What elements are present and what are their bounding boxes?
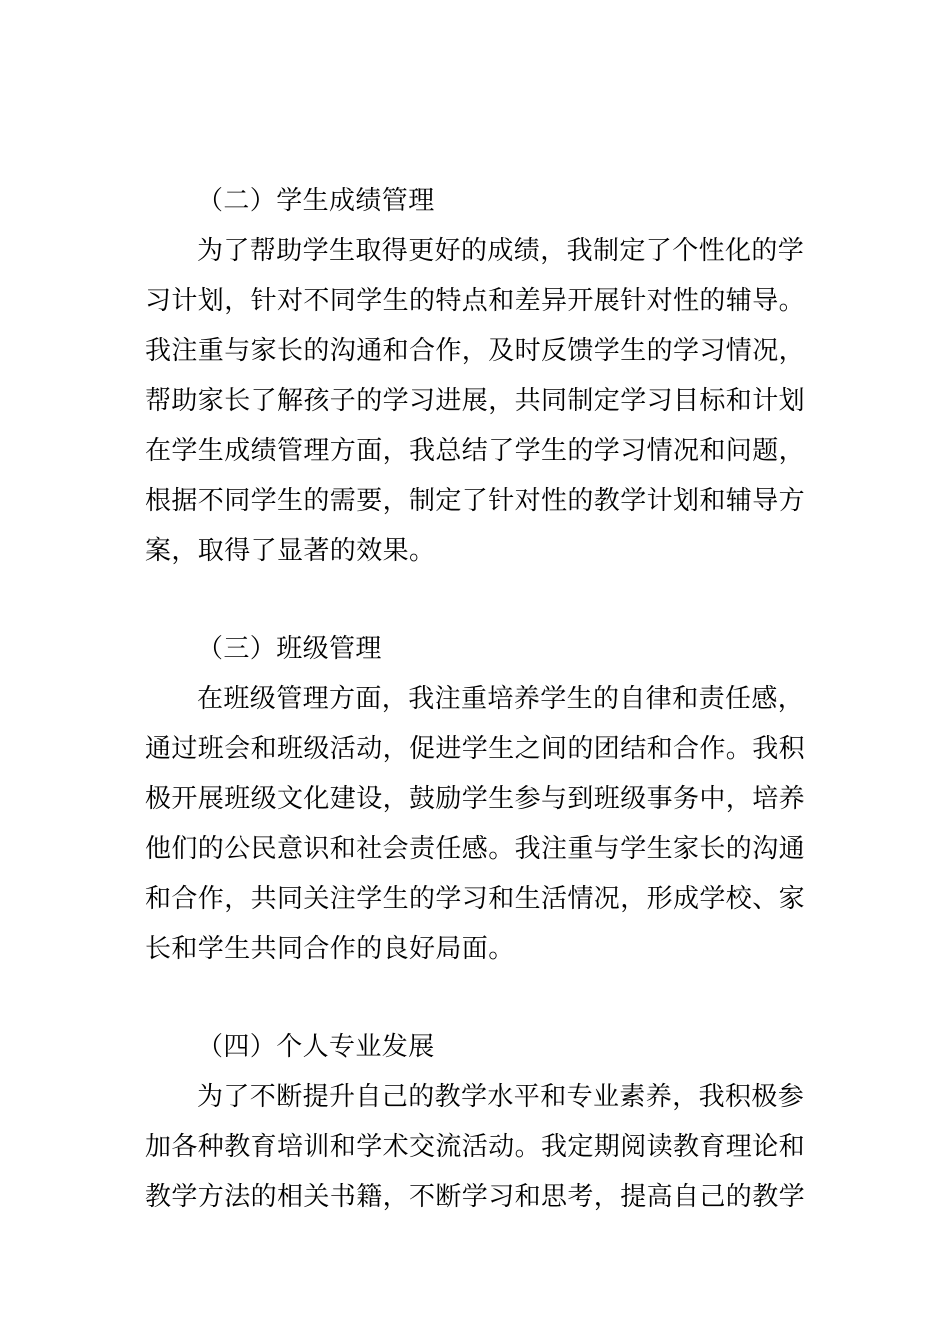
paragraph-line: 为了帮助学生取得更好的成绩，我制定了个性化的学 xyxy=(197,236,805,266)
paragraph-line: 我注重与家长的沟通和合作，及时反馈学生的学习情况， xyxy=(145,336,806,366)
section-heading: （三）班级管理 xyxy=(197,634,382,664)
paragraph-line: 案，取得了显著的效果。 xyxy=(145,536,436,566)
paragraph-line: 在班级管理方面，我注重培养学生的自律和责任感， xyxy=(197,684,805,714)
paragraph-line: 通过班会和班级活动，促进学生之间的团结和合作。我积 xyxy=(145,734,806,764)
paragraph-line: 和合作，共同关注学生的学习和生活情况，形成学校、家 xyxy=(145,884,806,914)
paragraph-line: 加各种教育培训和学术交流活动。我定期阅读教育理论和 xyxy=(145,1132,806,1162)
paragraph-line: 习计划，针对不同学生的特点和差异开展针对性的辅导。 xyxy=(145,286,806,316)
paragraph-line: 为了不断提升自己的教学水平和专业素养，我积极参 xyxy=(197,1082,805,1112)
paragraph-line: 帮助家长了解孩子的学习进展，共同制定学习目标和计划 xyxy=(145,386,806,416)
section-heading: （二）学生成绩管理 xyxy=(197,186,435,216)
paragraph-line: 极开展班级文化建设，鼓励学生参与到班级事务中，培养 xyxy=(145,784,806,814)
paragraph-line: 在学生成绩管理方面，我总结了学生的学习情况和问题， xyxy=(145,436,806,466)
paragraph-line: 教学方法的相关书籍，不断学习和思考，提高自己的教学 xyxy=(145,1182,806,1212)
section-heading: （四）个人专业发展 xyxy=(197,1032,435,1062)
paragraph-line: 长和学生共同合作的良好局面。 xyxy=(145,934,515,964)
paragraph-line: 根据不同学生的需要，制定了针对性的教学计划和辅导方 xyxy=(145,486,806,516)
paragraph-line: 他们的公民意识和社会责任感。我注重与学生家长的沟通 xyxy=(145,834,806,864)
